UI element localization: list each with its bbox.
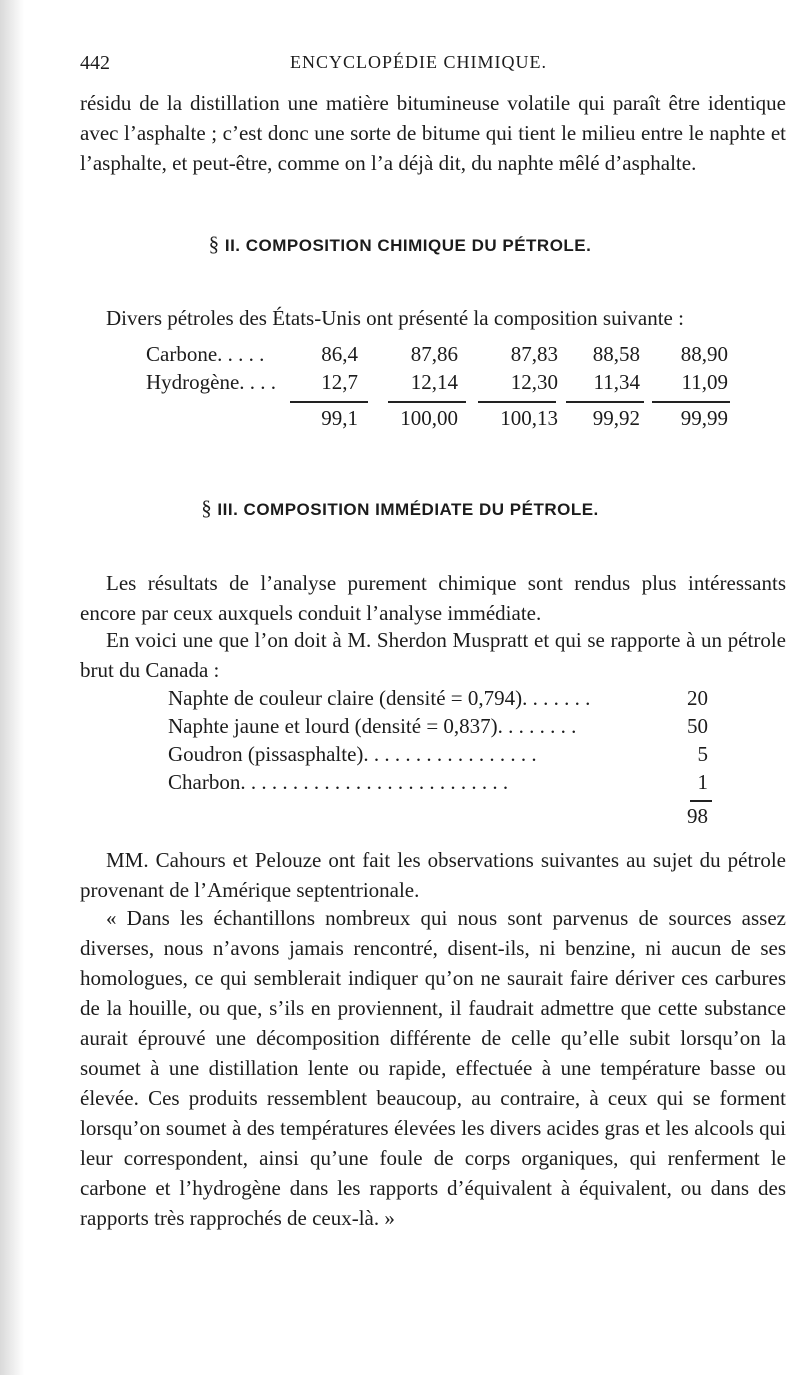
table-row bbox=[168, 714, 728, 744]
row-value: 50 bbox=[687, 714, 708, 738]
table-cell: 86,4 bbox=[321, 342, 358, 366]
table-cell: 11,09 bbox=[681, 370, 728, 394]
total-cell: 99,92 bbox=[592, 406, 640, 430]
paragraph-analysis: Les résultats de l’analyse purement chimique sont rendus plus intéressants encore par ceux auxquels conduit l’analyse immédiate. bbox=[80, 571, 786, 625]
row-label: Naphte jaune et lourd (densité = 0,837). . . . . . . . bbox=[168, 714, 577, 738]
table-cell: 12,14 bbox=[410, 370, 458, 394]
table-row bbox=[168, 742, 728, 772]
row-label: Carbone. . . . . bbox=[146, 342, 265, 366]
quotation-paragraph: « Dans les échantillons nombreux qui nous sont parvenus de sources assez diverses, nous n’avons jamais rencontré, disent-ils, ni benzine, ni aucun de ses homologues, ce qui semblerait indiquer qu’on ne saurait faire dériver ces carbures de la houille, ou que, s’ils en proviennent, il faudrait admettre que cette substance aurait éprouvé une décomposition différente de celle qu’elle subit lorsqu’on la soumet à une distillation lente ou rapide, effectuée à une température basse ou élevée. Ces produits ressemblent beaucoup, au contraire, à ceux qui se forment lorsqu’on soumet à des températures élevées les divers acides gras et les alcools qui leur correspondent, ainsi qu’une foule de corps organiques, qui renferment le carbone et l’hydrogène dans les rapports d’équivalent à équivalent, ou dans des rapports très rapprochés de ceux-là. » bbox=[80, 906, 786, 1230]
running-header: ENCYCLOPÉDIE CHIMIQUE. bbox=[290, 52, 547, 72]
sum-rule bbox=[690, 800, 712, 802]
section-heading-3 bbox=[0, 496, 800, 521]
paragraph-cahours: MM. Cahours et Pelouze ont fait les observations suivantes au sujet du pétrole provenant de l’Amérique septentrionale. bbox=[80, 848, 786, 902]
page-gutter-shadow bbox=[0, 0, 24, 1375]
totals-row bbox=[0, 406, 800, 436]
table-cell: 88,90 bbox=[680, 342, 728, 366]
row-value: 1 bbox=[697, 770, 708, 794]
total-cell: 99,99 bbox=[680, 406, 728, 430]
section-mark: § bbox=[208, 232, 220, 256]
total-cell: 100,13 bbox=[500, 406, 558, 430]
sum-rule bbox=[566, 401, 644, 403]
row-label: Naphte de couleur claire (densité = 0,794). . . . . . . bbox=[168, 686, 591, 710]
intro-paragraph: résidu de la distillation une matière bitumineuse volatile qui paraît être identique avec l’asphalte ; c’est donc une sorte de bitume qui tient le milieu entre le naphte et l’asphalte, et peut-être, comme on l’a déjà dit, du naphte mêlé d’asphalte. bbox=[80, 91, 786, 175]
table-cell: 88,58 bbox=[592, 342, 640, 366]
paragraph-muspratt: En voici une que l’on doit à M. Sherdon Muspratt et qui se rapporte à un pétrole brut du Canada : bbox=[80, 628, 786, 682]
table-cell: 12,7 bbox=[321, 370, 358, 394]
table-row bbox=[168, 770, 728, 800]
section-mark: § bbox=[201, 496, 213, 520]
sum-rule bbox=[290, 401, 368, 403]
table-cell: 12,30 bbox=[510, 370, 558, 394]
section-title: III. COMPOSITION IMMÉDIATE DU PÉTROLE. bbox=[217, 500, 599, 519]
total-cell: 99,1 bbox=[321, 406, 358, 430]
sum-rule bbox=[388, 401, 466, 403]
section-heading-2 bbox=[0, 232, 800, 257]
table-row bbox=[0, 342, 800, 372]
sum-rule bbox=[652, 401, 730, 403]
table-cell: 87,86 bbox=[410, 342, 458, 366]
page-number: 442 bbox=[80, 52, 110, 74]
table-cell: 11,34 bbox=[593, 370, 640, 394]
totals-row bbox=[168, 804, 728, 834]
total-cell: 100,00 bbox=[400, 406, 458, 430]
table-row bbox=[168, 686, 728, 716]
row-label: Charbon. . . . . . . . . . . . . . . . . . . . . . . . . . bbox=[168, 770, 509, 794]
section-title: II. COMPOSITION CHIMIQUE DU PÉTROLE. bbox=[224, 236, 592, 255]
row-value: 20 bbox=[687, 686, 708, 710]
sum-rule bbox=[478, 401, 556, 403]
table-cell: 87,83 bbox=[510, 342, 558, 366]
total-value: 98 bbox=[687, 804, 708, 828]
table-row bbox=[0, 370, 800, 400]
row-label: Goudron (pissasphalte). . . . . . . . . . . . . . . . . bbox=[168, 742, 537, 766]
composition-intro: Divers pétroles des États-Unis ont présenté la composition suivante : bbox=[106, 306, 684, 330]
row-value: 5 bbox=[697, 742, 708, 766]
row-label: Hydrogène. . . . bbox=[146, 370, 277, 394]
